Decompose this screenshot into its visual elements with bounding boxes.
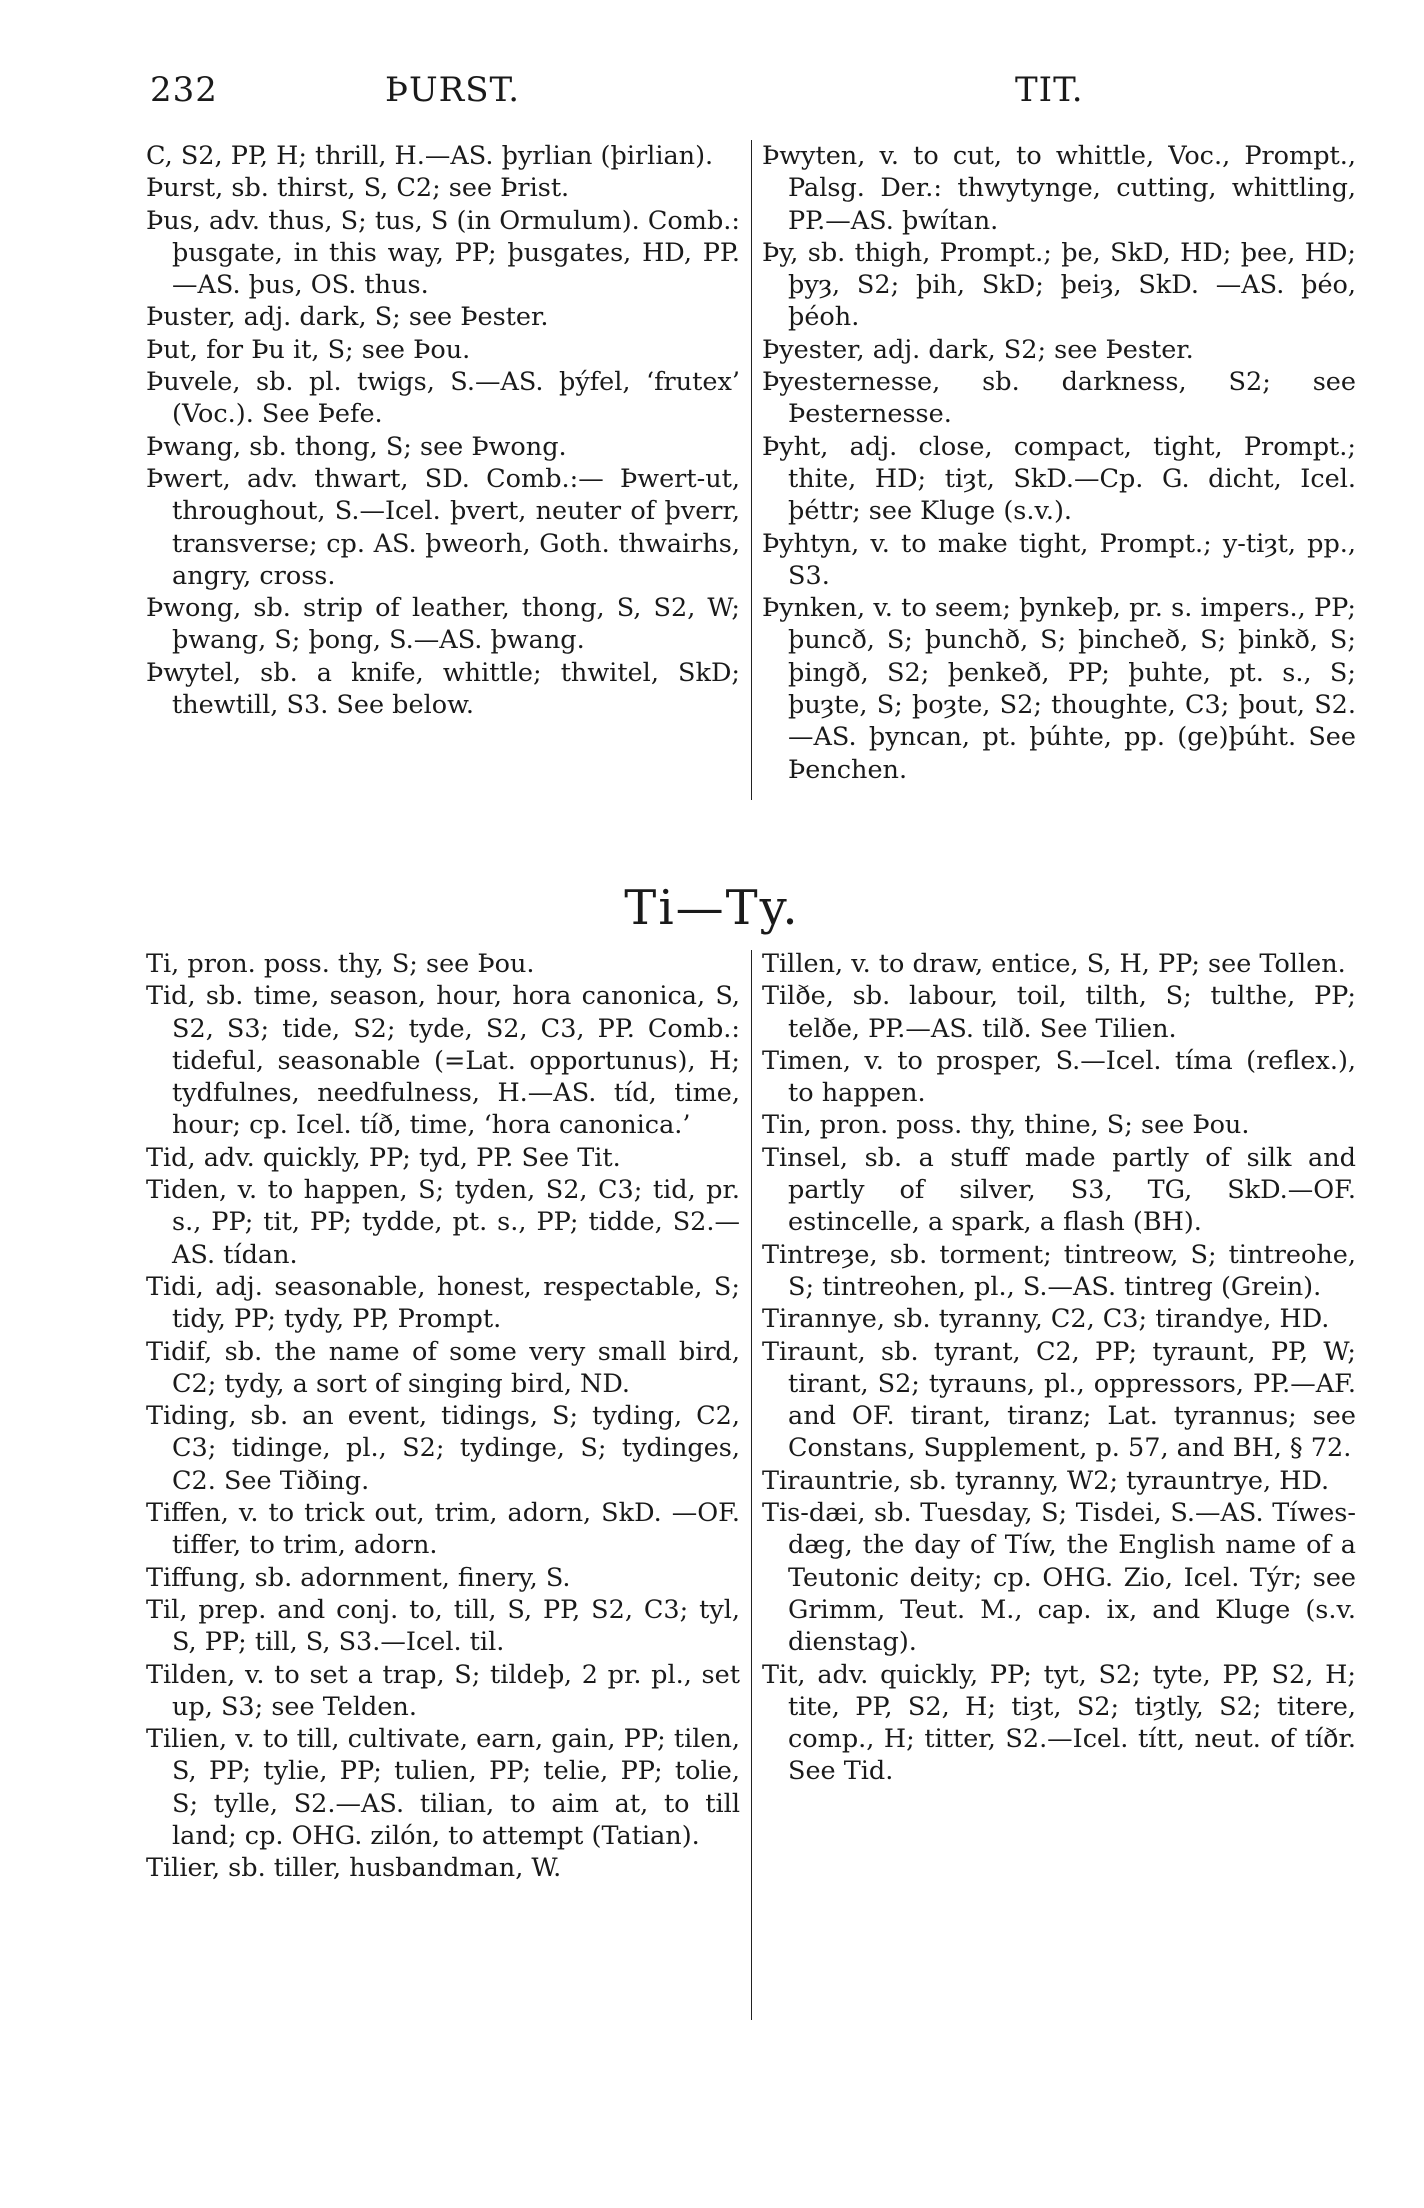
- entry-timen: Timen, v. to prosper, S.—Icel. tíma (reflex.), to happen.: [762, 1045, 1356, 1109]
- entry-tid-adv: Tid, adv. quickly, PP; tyd, PP. See Tit.: [146, 1142, 621, 1173]
- entry-tidif: Tidif, sb. the name of some very small bird, C2; tydy, a sort of singing bird, ND.: [146, 1336, 740, 1399]
- entry-thut: Þut, for Þu it, S; see Þou.: [146, 334, 471, 365]
- entry-thwang: Þwang, sb. thong, S; see Þwong.: [146, 431, 567, 462]
- entry-tirannye: Tirannye, sb. tyranny, C2, C3; tirandye, HD.: [762, 1304, 1330, 1335]
- entry-tintreye: Tintreȝe, sb. torment; tintreow, S; tintreohe, S; tintreohen, pl., S.—AS. tintreg (Grein).: [762, 1239, 1356, 1302]
- entry-tiden: Tiden, v. to happen, S; tyden, S2, C3; tid, pr. s., PP; tit, PP; tydde, pt. s., PP; tidde, S2.—AS. tídan.: [146, 1175, 740, 1270]
- entry-thyester: Þyester, adj. dark, S2; see Þester.: [762, 334, 1194, 365]
- entry-thyhtyn: Þyhtyn, v. to make tight, Prompt.; y-tiȝt, pp., S3.: [762, 528, 1356, 591]
- entry-thus: Þus, adv. thus, S; tus, S (in Ormulum). Comb.: þusgate, in this way, PP; þusgates, HD, PP.—AS. þus, OS. thus.: [146, 205, 740, 301]
- entry-tinsel: Tinsel, sb. a stuff made partly of silk and partly of silver, S3, TG, SkD.—OF. estincelle, a spark, a flash (BH).: [762, 1142, 1356, 1238]
- entry-thy: Þy, sb. thigh, Prompt.; þe, SkD, HD; þee, HD; þyȝ, S2; þih, SkD; þeiȝ, SkD. —AS. þéo, þéoh.: [762, 237, 1356, 333]
- entry-tilthe: Tilðe, sb. labour, toil, tilth, S; tulthe, PP; telðe, PP.—AS. tilð. See Tilien.: [762, 981, 1356, 1044]
- entry-thurst: Þurst, sb. thirst, S, C2; see Þrist.: [146, 173, 570, 204]
- entry-tidi: Tidi, adj. seasonable, honest, respectable, S; tidy, PP; tydy, PP, Prompt.: [146, 1271, 740, 1335]
- column-top-right: [762, 140, 1356, 786]
- entry-thynken: Þynken, v. to seem; þynkeþ, pr. s. impers., PP; þuncð, S; þunchð, S; þincheð, S; þinkð, S; þingð, S2; þenkeð, PP; þuhte, pt. s., S; þuȝte, S; þoȝte, S2; thoughte, C3; þout, S2.—AS. þyncan, pt. þúhte, pp. (ge)þúht. See Þenchen.: [762, 593, 1356, 785]
- column-divider-top: [751, 140, 752, 800]
- entry-thyht: Þyht, adj. close, compact, tight, Prompt.; thite, HD; tiȝt, SkD.—Cp. G. dicht, Icel. þéttr; see Kluge (s.v.).: [762, 431, 1356, 527]
- entry-thuvele: Þuvele, sb. pl. twigs, S.—AS. þýfel, ‘frutex’ (Voc.). See Þefe.: [146, 367, 740, 430]
- section-heading: Ti—Ty.: [624, 880, 800, 936]
- entry-tirauntrie: Tirauntrie, sb. tyranny, W2; tyrauntrye, HD.: [762, 1465, 1330, 1496]
- entry-ti: Ti, pron. poss. thy, S; see Þou.: [146, 949, 535, 979]
- entry-thwytel: Þwytel, sb. a knife, whittle; thwitel, SkD; thewtill, S3. See below.: [146, 657, 740, 721]
- column-divider-bottom: [751, 950, 752, 2020]
- entry-tiffen: Tiffen, v. to trick out, trim, adorn, SkD. —OF. tiffer, to trim, adorn.: [146, 1498, 740, 1561]
- entry-tid-sb: Tid, sb. time, season, hour, hora canonica, S, S2, S3; tide, S2; tyde, S2, C3, PP. Comb.: tideful, seasonable (=Lat. opportunus), H; tydfulnes, needfulness, H.—AS. tíd, time, hour; cp. Icel. tíð, time, ‘hora canonica.’: [146, 981, 740, 1141]
- entry-tilden: Tilden, v. to set a trap, S; tildeþ, 2 pr. pl., set up, S3; see Telden.: [146, 1659, 740, 1722]
- entry-tillen: Tillen, v. to draw, entice, S, H, PP; see Tollen.: [762, 949, 1346, 979]
- entry-tiraunt: Tiraunt, sb. tyrant, C2, PP; tyraunt, PP, W; tirant, S2; tyrauns, pl., oppressors, PP.—AF. and OF. tirant, tiranz; Lat. tyrannus; see Constans, Supplement, p. 57, and BH, § 72.: [762, 1336, 1356, 1464]
- column-bottom-right: [762, 948, 1356, 1788]
- entry-thyesternesse: Þyesternesse, sb. darkness, S2; see Þesternesse.: [762, 367, 1356, 430]
- entry-thuster: Þuster, adj. dark, S; see Þester.: [146, 302, 549, 333]
- entry-tis-daei: Tis-dæi, sb. Tuesday, S; Tisdei, S.—AS. Tíwes-dæg, the day of Tíw, the English name of a Teutonic deity; cp. OHG. Zio, Icel. Týr; see Grimm, Teut. M., cap. ix, and Kluge (s.v. dienstag).: [762, 1498, 1356, 1658]
- entry-continuation: C, S2, PP, H; thrill, H.—AS. þyrlian (þirlian).: [146, 141, 714, 171]
- left-guide-word: ÞURST.: [385, 70, 521, 110]
- entry-tit: Tit, adv. quickly, PP; tyt, S2; tyte, PP, S2, H; tite, PP, S2, H; tiȝt, S2; tiȝtly, S2; titere, comp., H; titter, S2.—Icel. títt, neut. of tíðr. See Tid.: [762, 1659, 1356, 1787]
- entry-tiffung: Tiffung, sb. adornment, finery, S.: [146, 1562, 571, 1593]
- running-head: [0, 70, 1424, 130]
- right-guide-word: TIT.: [1015, 70, 1084, 110]
- entry-thwong: Þwong, sb. strip of leather, thong, S, S2, W; þwang, S; þong, S.—AS. þwang.: [146, 593, 740, 656]
- column-top-left: [146, 140, 740, 721]
- entry-tilien: Tilien, v. to till, cultivate, earn, gain, PP; tilen, S, PP; tylie, PP; tulien, PP; telie, PP; tolie, S; tylle, S2.—AS. tilian, to aim at, to till land; cp. OHG. zilón, to attempt (Tatian).: [146, 1724, 740, 1852]
- column-bottom-left: [146, 948, 740, 1885]
- entry-thwert: Þwert, adv. thwart, SD. Comb.:— Þwert-ut, throughout, S.—Icel. þvert, neuter of þverr, transverse; cp. AS. þweorh, Goth. thwairhs, angry, cross.: [146, 463, 740, 591]
- entry-tin: Tin, pron. poss. thy, thine, S; see Þou.: [762, 1110, 1250, 1141]
- entry-thwyten: Þwyten, v. to cut, to whittle, Voc., Prompt., Palsg. Der.: thwytynge, cutting, whittling, PP.—AS. þwítan.: [762, 141, 1356, 236]
- entry-tiding: Tiding, sb. an event, tidings, S; tyding, C2, C3; tidinge, pl., S2; tydinge, S; tydinges, C2. See Tiðing.: [146, 1401, 740, 1496]
- entry-til: Til, prep. and conj. to, till, S, PP, S2, C3; tyl, S, PP; till, S, S3.—Icel. til.: [146, 1594, 740, 1658]
- entry-tilier: Tilier, sb. tiller, husbandman, W.: [146, 1853, 562, 1884]
- page-number: 232: [150, 70, 218, 110]
